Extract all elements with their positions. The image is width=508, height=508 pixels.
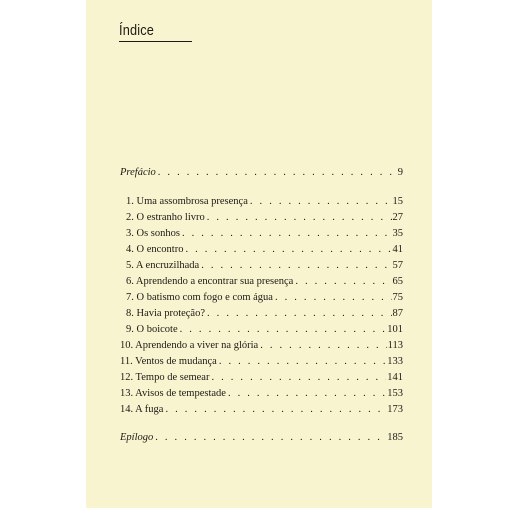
dot-leader <box>219 355 386 369</box>
toc-entry-chapter-8 <box>120 307 403 321</box>
toc-entry-chapter-14 <box>120 403 403 417</box>
toc-entry-page: 173 <box>387 404 403 415</box>
dot-leader <box>158 166 397 180</box>
dot-leader <box>207 307 391 321</box>
toc-entry-epilogue <box>120 431 403 445</box>
dot-leader <box>165 403 386 417</box>
toc-entry-chapter-10 <box>120 339 403 353</box>
dot-leader <box>182 227 392 241</box>
toc-entry-label: 13. Avisos de tempestade <box>120 388 226 399</box>
toc-entry-page: 41 <box>392 244 403 255</box>
dot-leader <box>260 339 386 353</box>
toc-entry-label: 4. O encontro <box>126 244 184 255</box>
toc-entry-label: 7. O batismo com fogo e com água <box>126 292 273 303</box>
dot-leader <box>180 323 387 337</box>
toc-entry-label: 9. O boicote <box>126 324 178 335</box>
toc-entry-label: 10. Aprendendo a viver na glória <box>120 340 259 351</box>
toc-entry-chapter-3 <box>120 227 403 241</box>
toc-entry-chapter-4 <box>120 243 403 257</box>
toc-entry-chapter-12 <box>120 371 403 385</box>
dot-leader <box>207 211 392 225</box>
dot-leader <box>250 195 392 209</box>
toc-entry-label: Prefácio <box>120 167 156 178</box>
toc-entry-chapter-1 <box>120 195 403 209</box>
toc-entry-page: 101 <box>387 324 403 335</box>
toc-entry-page: 27 <box>392 212 403 223</box>
toc-entry-label: 14. A fuga <box>120 404 164 415</box>
toc-entry-chapter-5 <box>120 259 403 273</box>
dot-leader <box>211 371 386 385</box>
dot-leader <box>295 275 391 289</box>
toc-entry-label: 11. Ventos de mudança <box>120 356 217 367</box>
dot-leader <box>228 387 386 401</box>
book-page <box>86 0 432 508</box>
toc-entry-chapter-7 <box>120 291 403 305</box>
title-underline <box>119 41 192 42</box>
toc-entry-label: 6. Aprendendo a encontrar sua presença <box>126 276 294 287</box>
toc-entry-chapter-2 <box>120 211 403 225</box>
toc-entry-label: 12. Tempo de semear <box>120 372 210 383</box>
toc-entry-label: 3. Os sonhos <box>126 228 180 239</box>
dot-leader <box>155 431 386 445</box>
toc-entry-page: 75 <box>392 292 403 303</box>
toc-entry-label: 8. Havia proteção? <box>126 308 206 319</box>
toc-entry-label: 2. O estranho livro <box>126 212 205 223</box>
toc-entry-page: 65 <box>392 276 403 287</box>
toc-entry-page: 141 <box>387 372 403 383</box>
toc-entry-preface <box>120 166 403 180</box>
toc-entry-page: 113 <box>387 340 403 351</box>
dot-leader <box>185 243 391 257</box>
toc-entry-page: 35 <box>392 228 403 239</box>
toc-entry-chapter-9 <box>120 323 403 337</box>
toc-entry-page: 15 <box>392 196 403 207</box>
toc-entry-page: 87 <box>392 308 403 319</box>
toc-entry-page: 153 <box>387 388 403 399</box>
page-title: Índice <box>119 22 155 39</box>
toc-entry-chapter-6 <box>120 275 403 289</box>
dot-leader <box>201 259 391 273</box>
toc-entry-page: 185 <box>387 432 403 443</box>
toc-entry-page: 57 <box>392 260 403 271</box>
toc-entry-label: 5. A encruzilhada <box>126 260 200 271</box>
toc-entry-label: 1. Uma assombrosa presença <box>126 196 248 207</box>
toc-entry-label: Epílogo <box>120 432 154 443</box>
toc-entry-page: 9 <box>397 167 403 178</box>
toc-entry-chapter-13 <box>120 387 403 401</box>
toc-entry-page: 133 <box>387 356 403 367</box>
dot-leader <box>275 291 392 305</box>
toc-entry-chapter-11 <box>120 355 403 369</box>
